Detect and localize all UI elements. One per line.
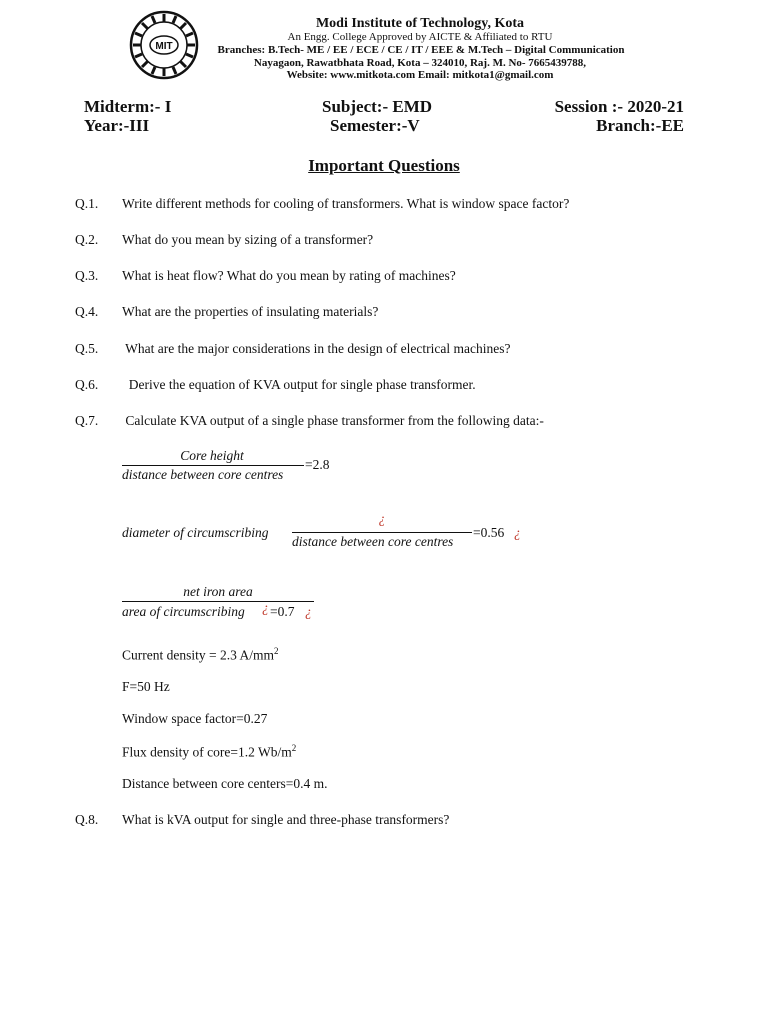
year-label: Year:-III [84, 116, 150, 135]
question-number: Q.1. [75, 196, 99, 211]
formula3-result: =0.7 [270, 604, 295, 619]
formula2-result: =0.56 [473, 525, 505, 540]
question-number: Q.5. [75, 341, 99, 356]
formula3-bar [122, 601, 314, 602]
formula1-numerator: Core height [180, 448, 244, 463]
question-number: Q.8. [75, 812, 99, 827]
question-number: Q.3. [75, 268, 99, 283]
formula3-glyph: ¿ [262, 600, 269, 615]
formula2-tail-glyph: ¿ [514, 525, 521, 540]
formula2-prefix: diameter of circumscribing [122, 525, 269, 540]
approval-line: An Engg. College Approved by AICTE & Affiliated to RTU [287, 31, 553, 43]
branch-label: Branch:-EE [596, 116, 684, 135]
question-text: What is kVA output for single and three-phase transformers? [122, 812, 450, 827]
formula3-denominator: area of circumscribing [122, 604, 245, 619]
current-density-line: Current density = 2.3 $A/mm^2$ [122, 646, 279, 663]
core-distance-line: Distance between core centers=0.4 m. [122, 776, 328, 791]
question-text: What are the properties of insulating materials? [122, 304, 379, 319]
college-logo [129, 10, 199, 80]
midterm-label: Midterm:- I [84, 97, 172, 116]
session-label: Session :- 2020-21 [554, 97, 684, 116]
page-heading: Important Questions [308, 156, 460, 175]
question-text: What is heat flow? What do you mean by rating of machines? [122, 268, 456, 283]
question-text: Write different methods for cooling of transformers. What is window space factor? [122, 196, 570, 211]
question-text: Calculate KVA output of a single phase transformer from the following data:- [122, 413, 544, 428]
question-number: Q.2. [75, 232, 99, 247]
window-space-factor-line: Window space factor=0.27 [122, 711, 268, 726]
address-line: Nayagaon, Rawatbhata Road, Kota – 324010, Raj. M. No- 7665439788, [253, 57, 587, 69]
formula1-denominator: distance between core centres [122, 467, 284, 482]
formula1-result: =2.8 [305, 457, 330, 472]
logo-text: MIT [155, 41, 173, 52]
question-number: Q.4. [75, 304, 99, 319]
question-number: Q.7. [75, 413, 99, 428]
branches-line: Branches: B.Tech- ME / EE / ECE / CE / IT / EEE & M.Tech – Digital Communication [217, 44, 625, 56]
formula3-numerator: net iron area [183, 584, 253, 599]
formula1-bar [122, 465, 304, 466]
website-line: Website: www.mitkota.com Email: mitkota1@gmail.com [286, 69, 554, 81]
question-number: Q.6. [75, 377, 99, 392]
frequency-line: F=50 Hz [122, 679, 170, 694]
formula2-bar [292, 532, 472, 533]
formula2-denominator: distance between core centres [292, 534, 454, 549]
formula3-tail-glyph: ¿ [305, 604, 312, 619]
question-text: Derive the equation of KVA output for single phase transformer. [122, 377, 476, 392]
question-text: What are the major considerations in the design of electrical machines? [122, 341, 511, 356]
flux-density-line: Flux density of core=1.2 $Wb/m^2$ [122, 743, 297, 760]
question-text: What do you mean by sizing of a transformer? [122, 232, 374, 247]
semester-label: Semester:-V [330, 116, 420, 135]
subject-label: Subject:- EMD [322, 97, 433, 116]
formula2-numerator-glyph: ¿ [378, 511, 386, 526]
institute-name: Modi Institute of Technology, Kota [315, 16, 525, 31]
